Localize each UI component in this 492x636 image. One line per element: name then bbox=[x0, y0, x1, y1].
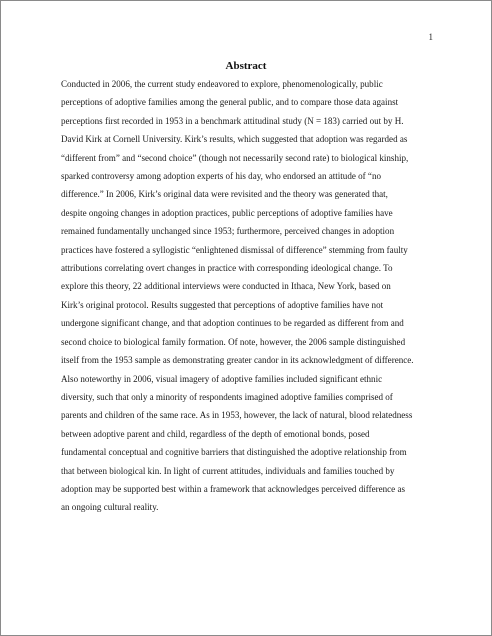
abstract-line: that between biological kin. In light of current attitudes, individuals and families touched by bbox=[61, 465, 395, 476]
abstract-line: attributions correlating overt changes in practice with corresponding ideological change. To bbox=[61, 263, 393, 274]
abstract-line: remained fundamentally unchanged since 1953; furthermore, perceived changes in adoption bbox=[61, 226, 395, 237]
abstract-line: Kirk’s original protocol. Results suggested that perceptions of adoptive families have not bbox=[61, 299, 384, 310]
abstract-line: Conducted in 2006, the current study endeavored to explore, phenomenologically, public bbox=[61, 79, 383, 89]
abstract-line: itself from the 1953 sample as demonstrating greater candor in its acknowledgment of difference. bbox=[61, 355, 414, 366]
abstract-line: an ongoing cultural reality. bbox=[61, 502, 159, 513]
abstract-body bbox=[61, 75, 439, 517]
abstract-line: parents and children of the same race. As in 1953, however, the lack of natural, blood relatedness bbox=[61, 410, 413, 421]
abstract-line: fundamental conceptual and cognitive barriers that distinguished the adoptive relationship from bbox=[61, 447, 407, 458]
abstract-line: diversity, such that only a minority of respondents imagined adoptive families comprised of bbox=[61, 391, 393, 402]
abstract-line: “different from” and “second choice” (though not necessarily second rate) to biological kinship, bbox=[61, 152, 409, 163]
page-number: 1 bbox=[428, 32, 433, 42]
abstract-line: difference.” In 2006, Kirk’s original data were revisited and the theory was generated that, bbox=[61, 189, 388, 200]
abstract-line: adoption may be supported best within a framework that acknowledges perceived difference as bbox=[61, 483, 405, 494]
abstract-line: Also noteworthy in 2006, visual imagery of adoptive families included significant ethnic bbox=[61, 373, 383, 384]
abstract-title: Abstract bbox=[225, 60, 267, 72]
abstract-line: perceptions of adoptive families among the general public, and to compare those data against bbox=[61, 97, 399, 108]
abstract-line: perceptions first recorded in 1953 in a benchmark attitudinal study (N = 183) carried out by H. bbox=[61, 115, 404, 126]
abstract-line: explore this theory, 22 additional interviews were conducted in Ithaca, New York, based on bbox=[61, 281, 391, 292]
abstract-line: second choice to biological family formation. Of note, however, the 2006 sample distinguished bbox=[61, 336, 406, 347]
abstract-line: undergone significant change, and that adoption continues to be regarded as different from and bbox=[61, 318, 404, 329]
abstract-line: practices have fostered a syllogistic “enlightened dismissal of difference” stemming from faulty bbox=[61, 244, 408, 255]
abstract-line: sparked controversy among adoption experts of his day, who endorsed an attitude of “no bbox=[61, 171, 381, 182]
abstract-line: between adoptive parent and child, regardless of the depth of emotional bonds, posed bbox=[61, 428, 370, 439]
abstract-line: despite ongoing changes in adoption practices, public perceptions of adoptive families have bbox=[61, 207, 393, 218]
abstract-line: David Kirk at Cornell University. Kirk’s results, which suggested that adoption was regarded as bbox=[61, 134, 408, 145]
